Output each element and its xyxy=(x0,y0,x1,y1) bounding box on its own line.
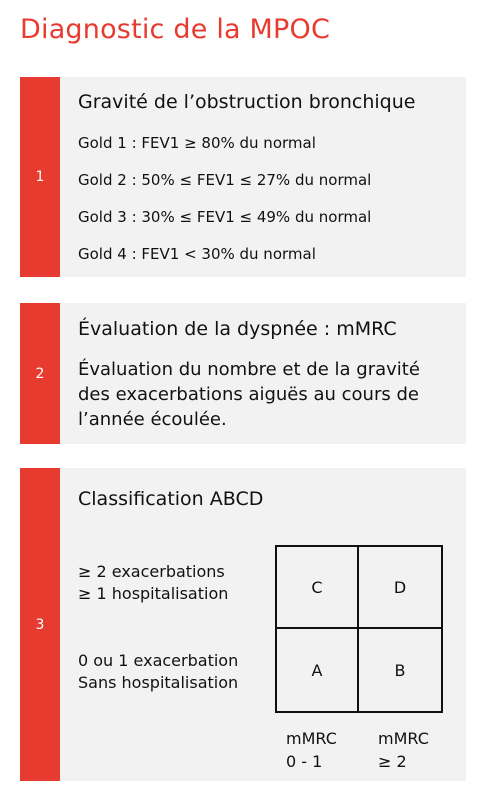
section-heading: Évaluation de la dyspnée : mMRC xyxy=(78,318,397,340)
section-heading: Classification ABCD xyxy=(78,488,264,510)
section-2-card xyxy=(20,303,466,444)
section-number-bar xyxy=(20,468,60,781)
grid-cell-c: C xyxy=(277,547,359,629)
page-title: Diagnostic de la MPOC xyxy=(20,14,331,45)
row-label-top-1: ≥ 2 exacerbations xyxy=(78,562,225,581)
col-label-right-1: mMRC xyxy=(378,729,429,748)
row-label-top-2: ≥ 1 hospitalisation xyxy=(78,584,229,603)
grid-cell-a: A xyxy=(277,629,359,711)
row-label-bottom-2: Sans hospitalisation xyxy=(78,673,239,692)
row-label-bottom-1: 0 ou 1 exacerbation xyxy=(78,651,239,670)
section-number: 2 xyxy=(35,365,45,382)
section-heading: Gravité de l’obstruction bronchique xyxy=(78,91,416,113)
gold-3-line: Gold 3 : 30% ≤ FEV1 ≤ 49% du normal xyxy=(78,208,372,226)
gold-2-line: Gold 2 : 50% ≤ FEV1 ≤ 27% du normal xyxy=(78,171,372,189)
grid-cell-d: D xyxy=(359,547,441,629)
col-label-right-2: ≥ 2 xyxy=(378,752,407,771)
section-1-card xyxy=(20,77,466,277)
section-number: 3 xyxy=(35,616,45,633)
gold-4-line: Gold 4 : FEV1 < 30% du normal xyxy=(78,245,316,263)
grid-cell-b: B xyxy=(394,660,406,680)
abcd-grid xyxy=(275,545,443,713)
col-label-left-1: mMRC xyxy=(286,729,337,748)
section-paragraph: Évaluation du nombre et de la gravité des exacerbations aiguës au cours de l’année écoulée. xyxy=(78,359,420,430)
section-number: 1 xyxy=(35,169,45,185)
section-number-bar xyxy=(20,77,60,277)
section-3-card xyxy=(20,468,466,781)
col-label-left-2: 0 - 1 xyxy=(286,752,323,771)
gold-1-line: Gold 1 : FEV1 ≥ 80% du normal xyxy=(78,134,316,152)
section-number-bar xyxy=(20,303,60,444)
